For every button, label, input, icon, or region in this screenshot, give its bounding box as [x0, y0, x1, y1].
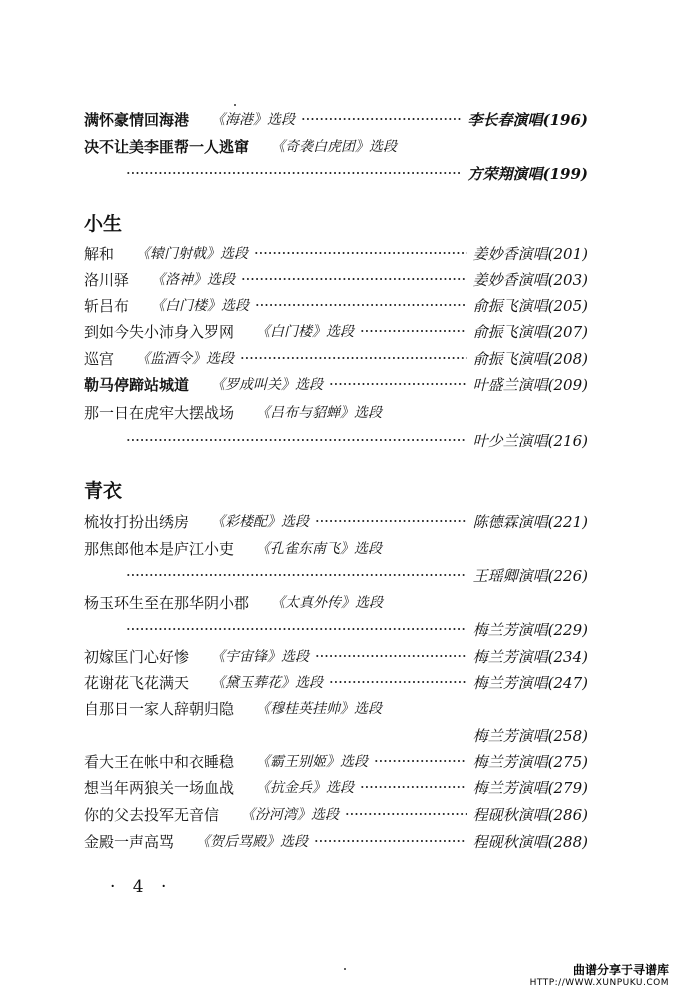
dot-leader	[301, 118, 461, 120]
entry-title: 杨玉环生至在那华阴小郡	[84, 593, 250, 612]
watermark-url[interactable]: HTTP://WWW.XUNPUKU.COM	[529, 978, 669, 988]
entry-credit: 程砚秋演唱(286)	[472, 805, 588, 824]
toc-entry[interactable]	[84, 697, 588, 719]
entry-credit: 程砚秋演唱(288)	[472, 832, 588, 851]
entry-source: 《抗金兵》选段	[256, 780, 355, 796]
entry-source: 《宇宙锋》选段	[211, 649, 310, 665]
dot-leader	[314, 840, 467, 842]
entry-source: 《贺后骂殿》选段	[196, 834, 309, 850]
toc-entry-continuation	[84, 724, 588, 746]
scan-speck	[344, 968, 346, 970]
watermark	[530, 963, 669, 989]
entry-source: 《彩楼配》选段	[211, 514, 310, 530]
toc-entry[interactable]	[84, 645, 588, 667]
page-number: · 4 ·	[110, 877, 173, 897]
dot-leader	[329, 681, 467, 683]
entry-source: 《白门楼》选段	[151, 298, 250, 314]
entry-credit: 王瑶卿演唱(226)	[472, 566, 588, 585]
toc-entry[interactable]	[84, 268, 588, 290]
entry-source: 《洛神》选段	[151, 272, 236, 288]
entry-title: 满怀豪情回海港	[84, 110, 190, 129]
toc-entry[interactable]	[84, 294, 588, 316]
entry-credit: 叶盛兰演唱(209)	[472, 375, 588, 394]
entry-credit: 俞振飞演唱(207)	[472, 322, 588, 341]
entry-source: 《海港》选段	[211, 112, 296, 128]
toc-entry-continuation	[84, 162, 588, 184]
dot-leader	[126, 574, 467, 576]
entry-title: 勒马停蹄站城道	[84, 375, 190, 394]
entry-title: 梳妆打扮出绣房	[84, 512, 190, 531]
toc-entry[interactable]	[84, 108, 588, 130]
entry-credit: 俞振飞演唱(205)	[472, 296, 588, 315]
toc-entry[interactable]	[84, 537, 588, 559]
section-heading: 小生	[84, 213, 123, 235]
entry-title: 决不让美李匪帮一人逃窜	[84, 137, 250, 156]
entry-credit: 姜妙香演唱(203)	[472, 270, 588, 289]
section-heading: 青衣	[84, 480, 123, 502]
toc-entry[interactable]	[84, 135, 588, 157]
entry-credit: 姜妙香演唱(201)	[472, 244, 588, 263]
toc-entry-continuation	[84, 564, 588, 586]
entry-credit: 俞振飞演唱(208)	[472, 349, 588, 368]
entry-title: 斩吕布	[84, 296, 130, 315]
entry-source: 《奇袭白虎团》选段	[271, 139, 398, 155]
scan-speck	[234, 104, 236, 106]
entry-title: 金殿一声高骂	[84, 832, 175, 851]
toc-entry[interactable]	[84, 776, 588, 798]
toc-entry[interactable]	[84, 347, 588, 369]
toc-entry-continuation	[84, 618, 588, 640]
toc-entry[interactable]	[84, 510, 588, 532]
entry-source: 《辕门射戟》选段	[136, 246, 249, 262]
dot-leader	[360, 330, 467, 332]
entry-credit: 叶少兰演唱(216)	[472, 431, 588, 450]
toc-entry[interactable]	[84, 830, 588, 852]
entry-title: 初嫁匡门心好惨	[84, 647, 190, 666]
toc-entry[interactable]	[84, 242, 588, 264]
toc-entry[interactable]	[84, 373, 588, 395]
entry-title: 花谢花飞花满天	[84, 673, 190, 692]
entry-source: 《霸王别姬》选段	[256, 754, 369, 770]
dot-leader	[241, 278, 467, 280]
entry-title: 自那日一家人辞朝归隐	[84, 699, 235, 718]
entry-credit: 梅兰芳演唱(247)	[472, 673, 588, 692]
dot-leader	[315, 520, 467, 522]
entry-source: 《黛玉葬花》选段	[211, 675, 324, 691]
entry-title: 看大王在帐中和衣睡稳	[84, 752, 235, 771]
entry-source: 《监酒令》选段	[136, 351, 235, 367]
entry-source: 《孔雀东南飞》选段	[256, 541, 383, 557]
entry-source: 《白门楼》选段	[256, 324, 355, 340]
entry-title: 解和	[84, 244, 115, 263]
entry-credit: 梅兰芳演唱(229)	[472, 620, 588, 639]
dot-leader	[345, 813, 467, 815]
entry-credit: 梅兰芳演唱(275)	[472, 752, 588, 771]
dot-leader	[315, 655, 467, 657]
toc-entry[interactable]	[84, 320, 588, 342]
entry-source: 《吕布与貂蝉》选段	[256, 405, 383, 421]
dot-leader	[126, 439, 467, 441]
dot-leader	[329, 383, 467, 385]
dot-leader	[254, 252, 467, 254]
entry-title: 你的父去投军无音信	[84, 805, 220, 824]
dot-leader	[240, 357, 467, 359]
entry-title: 那焦郎他本是庐江小吏	[84, 539, 235, 558]
entry-credit: 梅兰芳演唱(258)	[472, 726, 588, 745]
entry-title: 洛川驿	[84, 270, 130, 289]
entry-credit: 梅兰芳演唱(279)	[472, 778, 588, 797]
dot-leader	[360, 786, 467, 788]
entry-source: 《穆桂英挂帅》选段	[256, 701, 383, 717]
toc-entry[interactable]	[84, 591, 588, 613]
dot-leader	[126, 628, 467, 630]
entry-title: 想当年两狼关一场血战	[84, 778, 235, 797]
entry-credit: 李长春演唱(196)	[467, 110, 588, 129]
dot-leader	[255, 304, 467, 306]
dot-leader	[126, 172, 461, 174]
entry-source: 《太真外传》选段	[271, 595, 384, 611]
toc-entry[interactable]	[84, 671, 588, 693]
toc-entry-continuation	[84, 429, 588, 451]
entry-credit: 陈德霖演唱(221)	[472, 512, 588, 531]
toc-entry[interactable]	[84, 401, 588, 423]
toc-entry[interactable]	[84, 750, 588, 772]
toc-entry[interactable]	[84, 803, 588, 825]
entry-title: 那一日在虎牢大摆战场	[84, 403, 235, 422]
entry-credit: 方荣翔演唱(199)	[467, 164, 588, 183]
entry-source: 《汾河湾》选段	[241, 807, 340, 823]
dot-leader	[374, 760, 467, 762]
entry-source: 《罗成叫关》选段	[211, 377, 324, 393]
entry-title: 巡宫	[84, 349, 115, 368]
entry-title: 到如今失小沛身入罗网	[84, 322, 235, 341]
entry-credit: 梅兰芳演唱(234)	[472, 647, 588, 666]
watermark-text: 曲谱分享于寻谱库	[572, 963, 669, 977]
